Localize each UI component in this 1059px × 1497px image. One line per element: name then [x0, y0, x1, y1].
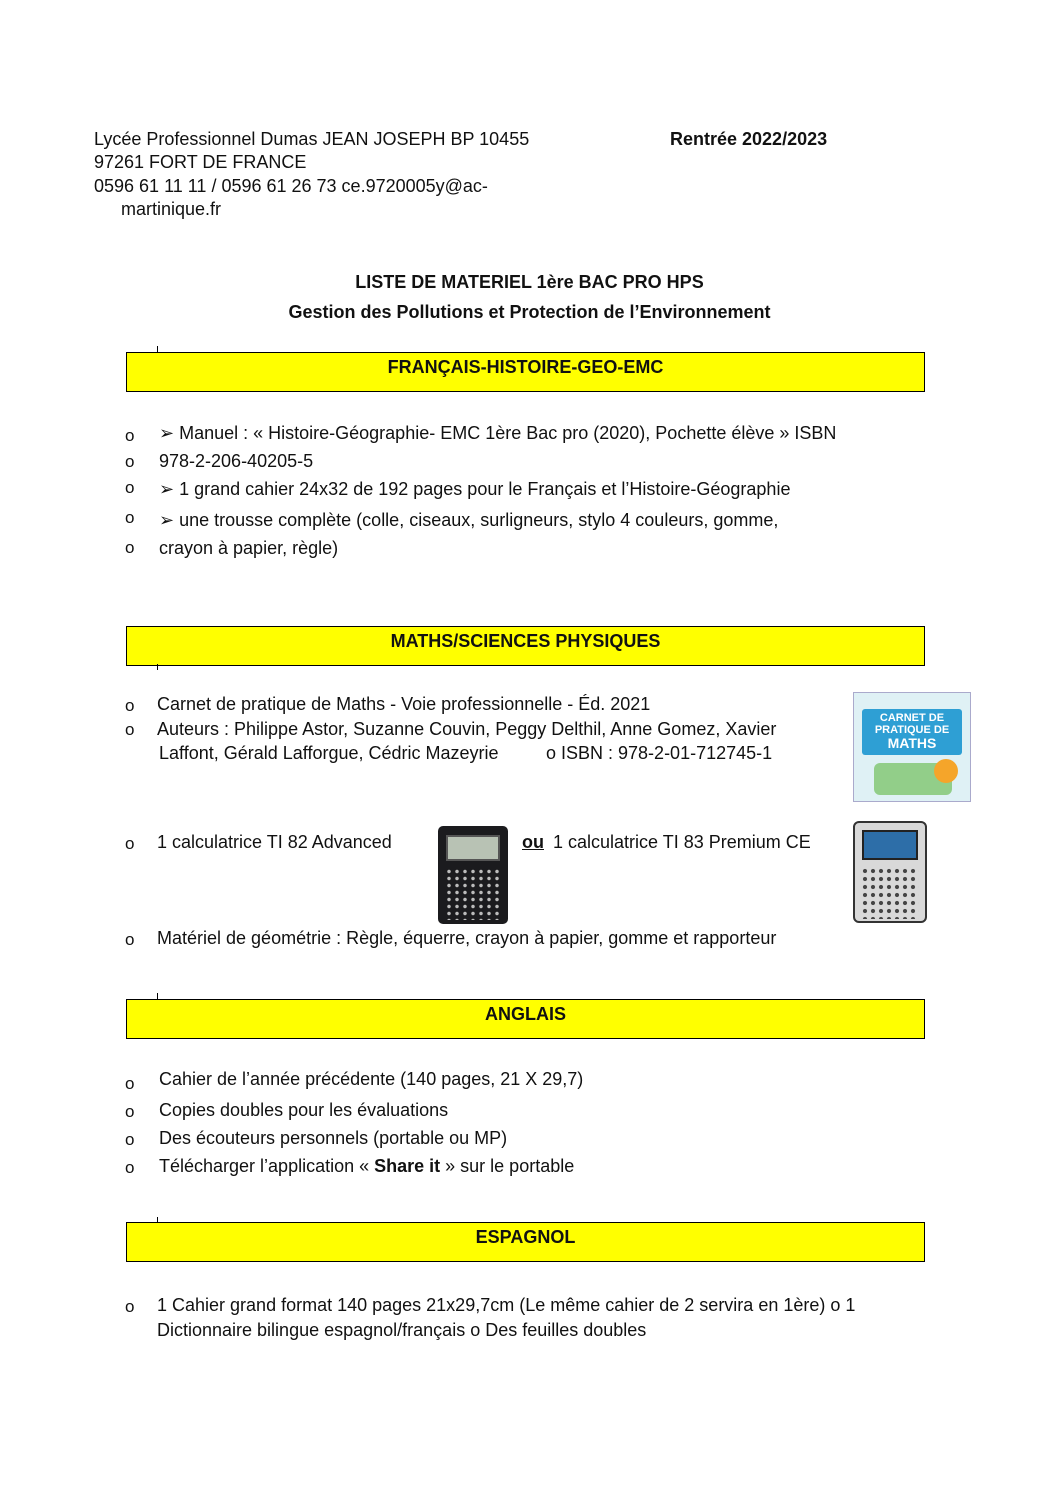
calculator-screen: [446, 835, 500, 861]
section-heading-francais: FRANÇAIS-HISTOIRE-GEO-EMC: [126, 352, 925, 392]
book-cover-image: [853, 692, 971, 802]
calculator-screen: [862, 830, 918, 860]
list-item: [159, 1155, 574, 1177]
list-item: crayon à papier, règle): [159, 538, 339, 558]
list-item: 978-2-206-40205-5: [159, 451, 314, 471]
list-item: ➢ une trousse complète (colle, ciseaux, surligneurs, stylo 4 couleurs, gomme,: [159, 510, 779, 530]
section-marker: [157, 664, 158, 670]
list-item: ➢ 1 grand cahier 24x32 de 192 pages pour le Français et l’Histoire-Géographie: [159, 479, 791, 499]
list-item: 1 Cahier grand format 140 pages 21x29,7cm (Le même cahier de 2 servira en 1ère) o 1: [157, 1295, 856, 1315]
list-item-continuation: Dictionnaire bilingue espagnol/français o Des feuilles doubles: [157, 1320, 647, 1340]
list-bullet: o: [125, 696, 135, 715]
list-item: Des écouteurs personnels (portable ou MP): [159, 1128, 508, 1148]
or-text: ou: [522, 832, 544, 852]
list-bullet: o: [125, 1130, 135, 1149]
school-year: Rentrée 2022/2023: [670, 129, 828, 149]
school-contact-line2: martinique.fr: [121, 199, 222, 219]
list-item-continuation: Laffont, Gérald Lafforgue, Cédric Mazeyrie: [159, 743, 499, 763]
list-item-text: Télécharger l’application «: [159, 1156, 375, 1176]
list-item: ➢ Manuel : « Histoire-Géographie- EMC 1ère Bac pro (2020), Pochette élève » ISBN: [159, 423, 837, 443]
list-item: Cahier de l’année précédente (140 pages, 21 X 29,7): [159, 1069, 584, 1089]
or-separator: [522, 830, 544, 854]
section-heading-maths: MATHS/SCIENCES PHYSIQUES: [126, 626, 925, 666]
list-bullet: o: [125, 1074, 135, 1093]
list-bullet: o: [125, 508, 135, 527]
calculator-ti83-image: [853, 821, 927, 923]
section-heading-espagnol: ESPAGNOL: [126, 1222, 925, 1262]
book-cover-subject: MATHS: [887, 735, 937, 751]
list-item: Carnet de pratique de Maths - Voie professionnelle - Éd. 2021: [157, 694, 651, 714]
list-item: Copies doubles pour les évaluations: [159, 1100, 449, 1120]
school-contact-line1: 0596 61 11 11 / 0596 61 26 73 ce.9720005y@ac-: [94, 176, 488, 196]
list-bullet: o: [125, 834, 135, 853]
school-address-line1: Lycée Professionnel Dumas JEAN JOSEPH BP 10455: [94, 129, 530, 149]
list-bullet: o: [125, 1102, 135, 1121]
school-address-line2: 97261 FORT DE FRANCE: [94, 152, 307, 172]
section-heading-anglais: ANGLAIS: [126, 999, 925, 1039]
list-bullet: o: [125, 720, 135, 739]
list-item: Matériel de géométrie : Règle, équerre, crayon à papier, gomme et rapporteur: [157, 928, 777, 948]
app-name: Share it: [374, 1156, 441, 1176]
list-bullet: o: [125, 1158, 135, 1177]
isbn-text: o ISBN : 978-2-01-712745-1: [546, 743, 773, 763]
calculator-keypad: [861, 867, 919, 919]
calculator-keypad: [445, 868, 501, 920]
page-subtitle: Gestion des Pollutions et Protection de l’Environnement: [288, 302, 771, 322]
list-bullet: o: [125, 930, 135, 949]
book-cover-badge: [934, 759, 958, 783]
calculator-ti82-image: [438, 826, 508, 924]
page-title: LISTE DE MATERIEL 1ère BAC PRO HPS: [355, 272, 704, 292]
list-bullet: o: [125, 426, 135, 445]
book-cover-title: CARNET DE PRATIQUE DE: [874, 712, 950, 736]
list-bullet: o: [125, 1297, 135, 1316]
list-item: 1 calculatrice TI 83 Premium CE: [553, 832, 811, 852]
list-bullet: o: [125, 478, 135, 497]
list-item-text: » sur le portable: [440, 1156, 575, 1176]
list-bullet: o: [125, 452, 135, 471]
list-item: 1 calculatrice TI 82 Advanced: [157, 832, 392, 852]
list-bullet: o: [125, 538, 135, 557]
list-item: Auteurs : Philippe Astor, Suzanne Couvin, Peggy Delthil, Anne Gomez, Xavier: [157, 719, 777, 739]
